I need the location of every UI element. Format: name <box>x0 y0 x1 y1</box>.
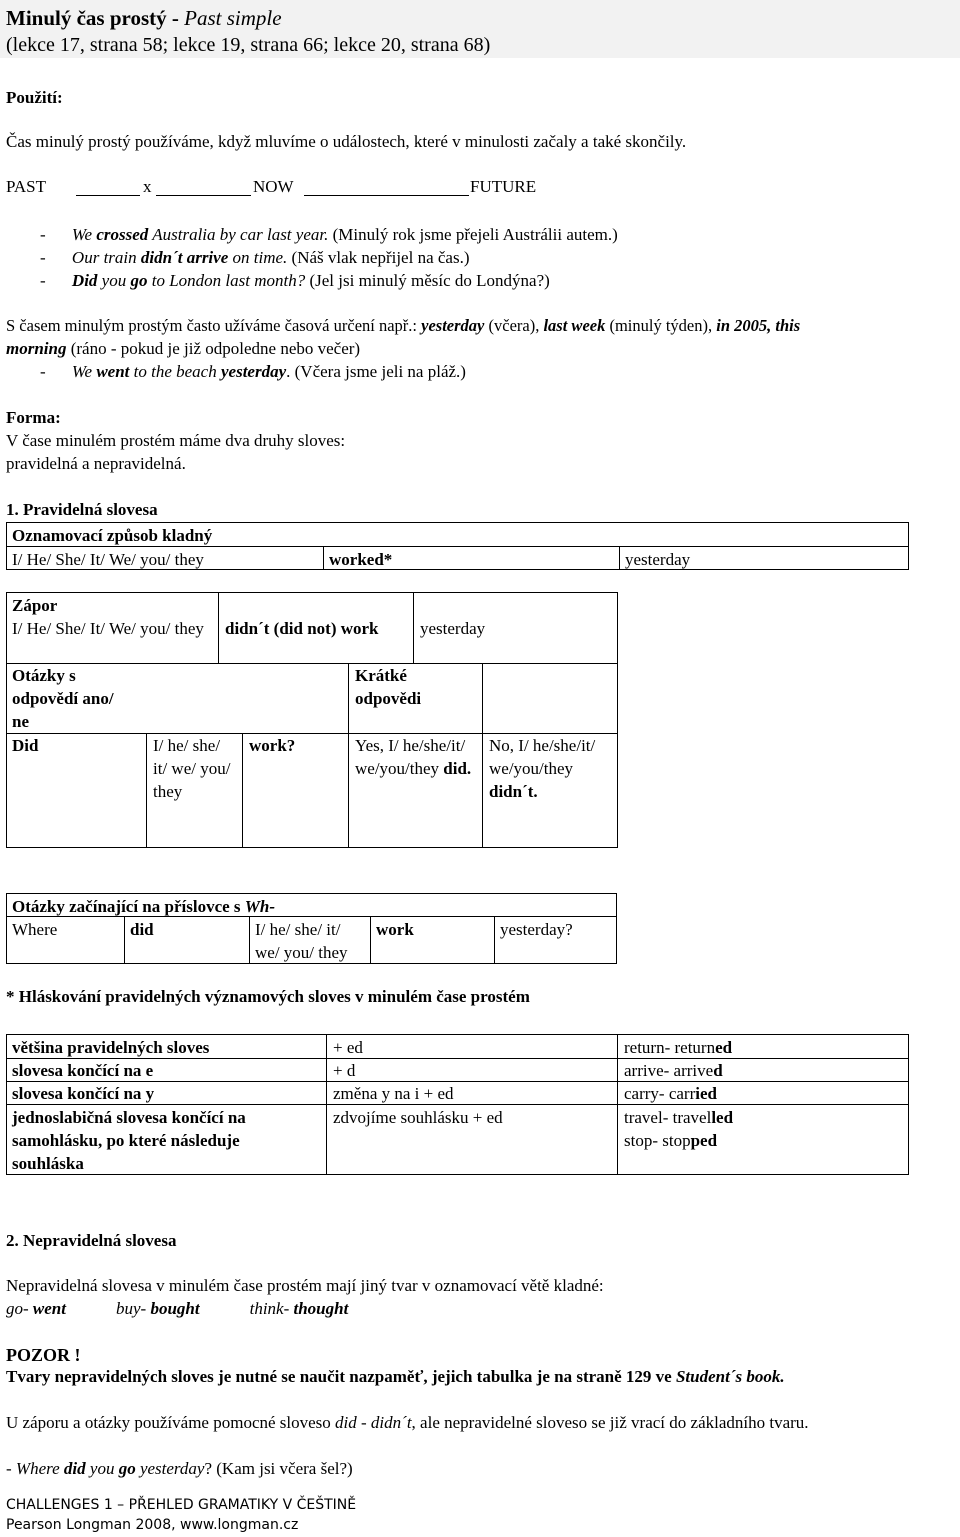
example-sentence: - Our train didn´t arrive on time. (Náš vlak nepřijel na čas.) <box>40 248 470 267</box>
short-answers-title: Krátké odpovědi <box>355 666 422 708</box>
table-border <box>413 592 414 664</box>
spelling-rule: slovesa končící na y <box>12 1084 155 1103</box>
timeline-segment <box>304 195 469 196</box>
footer-line: CHALLENGES 1 – PŘEHLED GRAMATIKY V ČEŠTINĚ <box>6 1497 357 1513</box>
timeline-segment <box>76 195 140 196</box>
irregular-example: - Where did you go yesterday? (Kam jsi včera šel?) <box>6 1459 353 1478</box>
wh-title: Otázky začínající na příslovce s Wh- <box>6 893 617 917</box>
wh-cell-time: yesterday? <box>494 916 617 964</box>
example-sentence: - Did you go to London last month? (Jel jsi minulý měsíc do Londýna?) <box>40 271 550 290</box>
warning-text: Tvary nepravidelných sloves je nutné se naučit nazpaměť, jejich tabulka je na straně 129 ve Student´s book. <box>6 1367 785 1386</box>
spelling-change: + d <box>333 1061 356 1080</box>
spelling-example: carry- carried <box>624 1084 717 1103</box>
spelling-rule: většina pravidelných sloves <box>12 1038 210 1057</box>
table-border <box>617 1034 618 1175</box>
usage-heading: Použití: <box>6 88 63 107</box>
table-border <box>6 592 7 848</box>
timeline-future: FUTURE <box>470 177 537 196</box>
form-heading: Forma: <box>6 408 61 427</box>
wh-cell-where: Where <box>6 916 125 964</box>
timeline-now: NOW <box>253 177 294 196</box>
table-border <box>6 1034 7 1175</box>
table-border <box>146 733 147 848</box>
time-expressions: S časem minulým prostým často užíváme časová určení např.: yesterday (včera), last week (minulý týden), in 2005, this <box>6 316 801 335</box>
table-border <box>6 1034 909 1035</box>
table-border <box>326 1034 327 1175</box>
negative-time: yesterday <box>420 619 486 638</box>
time-expressions-cont: morning (ráno - pokud je již odpoledne nebo večer) <box>6 339 361 358</box>
example-sentence: - We crossed Australia by car last year. (Minulý rok jsme přejeli Austrálii autem.) <box>40 225 618 244</box>
wh-cell-did: did <box>124 916 250 964</box>
negative-title: Zápor <box>12 596 58 615</box>
affirmative-subject: I/ He/ She/ It/ We/ you/ they <box>6 546 324 570</box>
irregular-examples: go- went buy- bought think- thought <box>6 1299 349 1318</box>
question-subject: I/ he/ she/ it/ we/ you/ they <box>153 736 231 801</box>
short-answer-no: No, I/ he/she/it/ we/you/they didn´t. <box>489 736 596 801</box>
question-title: Otázky s odpovědí ano/ ne <box>12 666 114 731</box>
form-text: pravidelná a nepravidelná. <box>6 454 186 473</box>
table-border <box>6 592 617 593</box>
irregular-text: Nepravidelná slovesa v minulém čase prostém mají jiný tvar v oznamovací větě kladné: <box>6 1276 604 1295</box>
pozor-heading: POZOR ! <box>6 1345 81 1365</box>
spelling-example: travel- travelled <box>624 1108 734 1127</box>
table-border <box>482 663 483 848</box>
spelling-change: zdvojíme souhlásku + ed <box>333 1108 503 1127</box>
timeline-past: PAST <box>6 177 47 196</box>
spelling-change: změna y na i + ed <box>333 1084 454 1103</box>
question-did: Did <box>12 736 39 755</box>
question-verb: work? <box>249 736 296 755</box>
regular-heading: 1. Pravidelná slovesa <box>6 500 158 519</box>
negative-subject: I/ He/ She/ It/ We/ you/ they <box>12 619 204 638</box>
spelling-change: + ed <box>333 1038 363 1057</box>
table-border <box>6 847 617 848</box>
timeline-segment <box>156 195 251 196</box>
aux-text: U záporu a otázky používáme pomocné sloveso did - didn´t, ale nepravidelné sloveso se již vrací do základního tvaru. <box>6 1413 809 1432</box>
table-border <box>908 1034 909 1175</box>
short-answer-yes: Yes, I/ he/she/it/ we/you/they did. <box>355 736 472 778</box>
wh-cell-subject: I/ he/ she/ it/ we/ you/ they <box>249 916 371 964</box>
wh-cell-work: work <box>370 916 495 964</box>
timeline-x: x <box>143 177 152 196</box>
example-sentence: - We went to the beach yesterday. (Včera jsme jeli na pláž.) <box>40 362 466 381</box>
spelling-rule: jednoslabičná slovesa končící na samohlásku, po které následuje souhláska <box>12 1108 246 1173</box>
spelling-example: arrive- arrived <box>624 1061 723 1080</box>
footer-line: Pearson Longman 2008, www.longman.cz <box>6 1517 299 1533</box>
affirmative-verb: worked* <box>323 546 620 570</box>
spelling-rule: slovesa končící na e <box>12 1061 154 1080</box>
affirmative-time: yesterday <box>619 546 909 570</box>
page-title: Minulý čas prostý - Past simple <box>6 6 282 30</box>
table-border <box>617 592 618 848</box>
spelling-heading: * Hláskování pravidelných významových sloves v minulém čase prostém <box>6 987 530 1006</box>
irregular-heading: 2. Nepravidelná slovesa <box>6 1231 177 1250</box>
spelling-example: return- returned <box>624 1038 733 1057</box>
form-text: V čase minulém prostém máme dva druhy sloves: <box>6 431 346 450</box>
table-border <box>348 663 349 848</box>
page-subtitle: (lekce 17, strana 58; lekce 19, strana 66; lekce 20, strana 68) <box>6 34 491 56</box>
table-border <box>218 592 219 664</box>
negative-verb: didn´t (did not) work <box>225 619 379 638</box>
spelling-example: stop- stopped <box>624 1131 718 1150</box>
table-border <box>242 733 243 848</box>
usage-text: Čas minulý prostý používáme, když mluvíme o událostech, které v minulosti začaly a také skončily. <box>6 132 687 151</box>
affirmative-title: Oznamovací způsob kladný <box>6 522 909 547</box>
